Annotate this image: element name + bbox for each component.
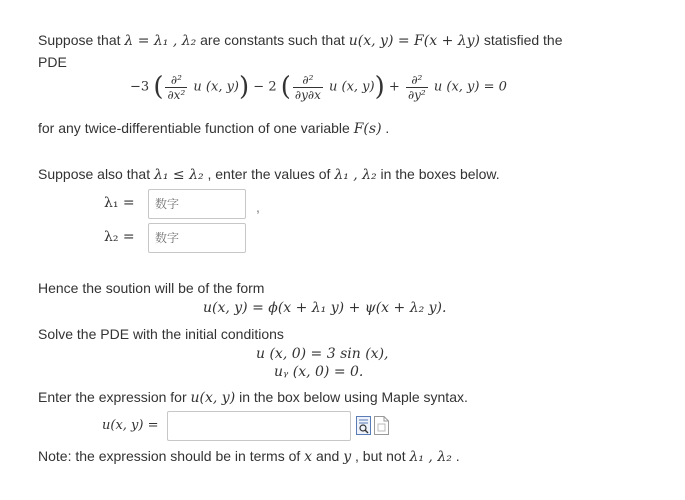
solution-form-text: Hence the soution will be of the form (38, 280, 265, 296)
help-icon[interactable] (374, 416, 389, 435)
pde-coefficient: − 2 (253, 79, 277, 95)
pde-term: u (x, y) (329, 79, 375, 95)
preview-icon[interactable] (356, 416, 371, 435)
pde-term: u (x, y) (193, 79, 239, 95)
initial-condition-1: u (x, 0) = 3 sin (x), (256, 346, 389, 362)
note-line: Note: the expression should be in terms of x and y , but not λ₁ , λ₂ . (38, 448, 460, 465)
lambda-variables: λ₁ , λ₂ (409, 449, 452, 465)
u-expression: u(x, y) = F(x + λy) (348, 33, 480, 49)
paren-open: ( (153, 72, 164, 102)
intro-text: are constants such that (196, 32, 349, 48)
partial-fraction: $\frac{\text{∂²}}{\partial y\partial x}$ (294, 72, 321, 102)
for-any-line: for any twice-differentiable function of one variable F(s) . (38, 120, 390, 137)
initial-condition-2: uᵧ (x, 0) = 0. (274, 364, 364, 380)
pde-term: u (x, y) = 0 (433, 79, 507, 95)
lambda2-label: λ₂ = (104, 229, 135, 245)
lambda2-input[interactable] (148, 223, 246, 253)
lambda-variables: λ₁ , λ₂ (334, 167, 377, 183)
answer-label: u(x, y) = (102, 418, 159, 433)
suppose-also-line: Suppose also that λ₁ ≤ λ₂ , enter the values of λ₁ , λ₂ in the boxes below. (38, 166, 500, 183)
intro-paragraph (38, 30, 638, 73)
intro-text: PDE (38, 54, 67, 70)
paren-open: ( (280, 72, 291, 102)
paren-close: ) (239, 72, 250, 102)
pde-operator: + (388, 79, 400, 95)
function-u: u(x, y) (190, 390, 236, 406)
initial-conditions-text: Solve the PDE with the initial conditions (38, 326, 284, 342)
enter-expression-line: Enter the expression for u(x, y) in the box below using Maple syntax. (38, 389, 468, 406)
lambda-condition: λ₁ ≤ λ₂ (153, 167, 204, 183)
paren-close: ) (374, 72, 385, 102)
partial-fraction: $\frac{\text{∂²}}{\text{∂x²}}$ (167, 72, 186, 102)
var-x: x (304, 449, 313, 465)
lambda1-input[interactable] (148, 189, 246, 219)
pde-equation (130, 72, 507, 102)
lambda-expression: λ = λ₁ , λ₂ (124, 33, 197, 49)
lambda-separator: , (256, 199, 260, 215)
var-y: y (343, 449, 352, 465)
solution-form-expression: u(x, y) = ϕ(x + λ₁ y) + ψ(x + λ₂ y). (203, 300, 447, 316)
partial-fraction: $\frac{\text{∂²}}{\text{∂y²}}$ (407, 72, 426, 102)
function-f: F(s) (353, 121, 382, 137)
intro-text: Suppose that (38, 32, 125, 48)
pde-coefficient: −3 (130, 79, 150, 95)
lambda1-label: λ₁ = (104, 195, 135, 211)
intro-text: statisfied the (480, 32, 563, 48)
answer-input[interactable] (167, 411, 351, 441)
